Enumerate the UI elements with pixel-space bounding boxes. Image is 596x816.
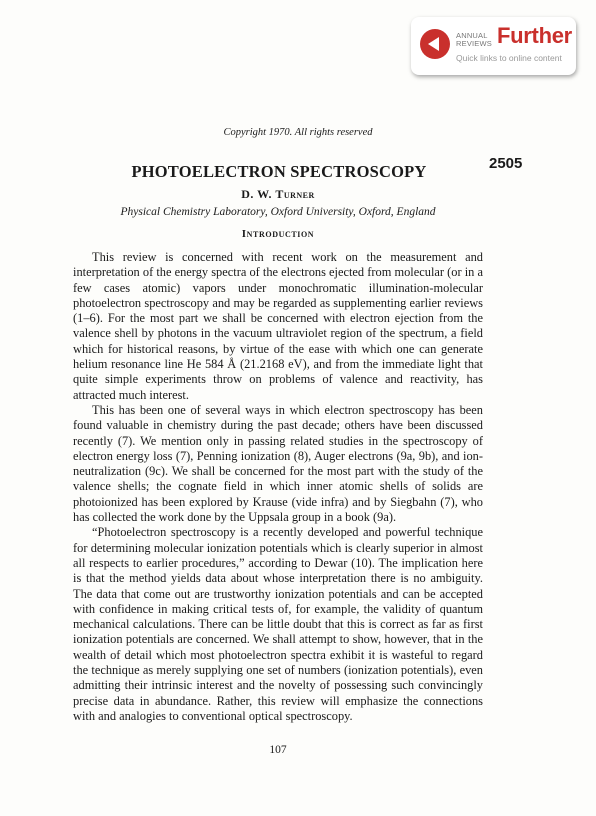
article-title: PHOTOELECTRON SPECTROSCOPY [131, 162, 427, 181]
copyright-line: Copyright 1970. All rights reserved [223, 127, 373, 138]
paragraph-2: This has been one of several ways in which electron spectroscopy has been found valuable in chemistry during the past decade; others have been discussed recently (7). We mention only in passing related studies in the spectroscopy of electron energy loss (7), Penning ionization (8), Auger electrons (9a, 9b), and ion-neutralization (9c). We shall be concerned for the most part with the study of the valence shells; the cognate field in which inner atomic shells of solids are photoionized has been explored by Krause (vide infra) and by Siegbahn (7), who has collected the work done by the Uppsala group in a book (9a). [73, 402, 483, 525]
reviews-label: REVIEWS [456, 39, 492, 48]
paragraph-3: “Photoelectron spectroscopy is a recently developed and powerful technique for determining molecular ionization potentials which is clearly superior in almost all respects to earlier procedures,” according to Dewar (10). The implication here is that the method yields data about whose interpretation there is no ambiguity. The data that come out are trustworthy ionization potentials and can be accepted with confidence in making critical tests of, for example, the validity of quantum mechanical calculations. There can be little doubt that this is correct as far as first ionization potentials are concerned. We shall attempt to show, however, that in the wealth of detail which most photoelectron spectra exhibit it is wasteful to regard the technique as merely supplying one set of numbers (ionization potentials), even admitting their intrinsic interest and the novelty of possessing such convincingly precise data in abundance. Rather, this review will emphasize the connections with and analogies to conventional optical spectroscopy. [73, 525, 483, 723]
further-label: Further [497, 23, 572, 48]
article-code: 2505 [489, 155, 523, 172]
page-number: 107 [269, 744, 287, 756]
section-heading: Introduction [241, 228, 315, 240]
annual-reviews-logo [456, 32, 492, 48]
further-badge[interactable] [411, 17, 576, 75]
article-body [73, 250, 483, 724]
annual-label: ANNUAL [456, 31, 488, 40]
author-name: D. W. Turner [241, 187, 315, 201]
author-affiliation: Physical Chemistry Laboratory, Oxford University, Oxford, England [120, 206, 436, 218]
paragraph-1: This review is concerned with recent work on the measurement and interpretation of the energy spectra of the electrons ejected from molecular (or in a few cases atomic) vapors under monochromatic illumination-molecular photoelectron spectroscopy and may be regarded as supplementing earlier reviews (1–6). For the most part we shall be concerned with electron ejection from the valence shell by photons in the vacuum ultraviolet region of the spectrum, a field which for historical reasons, by virtue of the ease with which one can generate helium resonance line He 584 Å (21.2168 eV), and from the immediate light that quite simple experiments throw on problems of valence and reactivity, has attracted much interest. [73, 250, 483, 402]
arrow-left-icon [420, 29, 450, 59]
quick-links-subtitle: Quick links to online content [456, 53, 562, 63]
